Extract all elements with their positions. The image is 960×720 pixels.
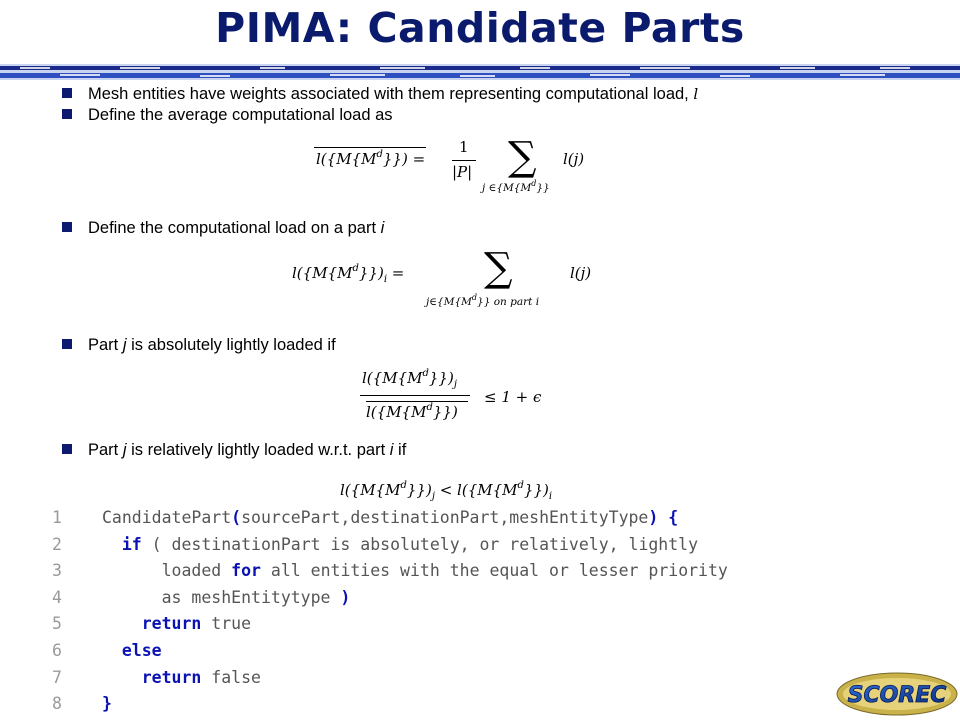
equation-relative-condition: $l(\{M\{M^d\}\})_j < l(\{M\{M^d\}\})_i$ [340, 480, 553, 502]
bullet-absolutely-lightly-loaded: Part j is absolutely lightly loaded if [62, 336, 336, 355]
code-listing [52, 505, 728, 718]
svg-text:SCOREC: SCOREC [847, 683, 947, 708]
slide-title: PIMA: Candidate Parts [215, 4, 745, 52]
bullet-average-load: Define the average computational load as [62, 106, 393, 125]
code-line: 6 else [52, 640, 162, 660]
code-line: 7 return false [52, 667, 261, 687]
bullet-mesh-weights: Mesh entities have weights associated with them representing computational load, l [62, 85, 698, 104]
code-line: 4 as meshEntitytype ) [52, 587, 351, 607]
scorec-logo [836, 672, 958, 716]
math-l: l [693, 85, 699, 103]
bullet-square-icon [62, 444, 72, 454]
bullet-square-icon [62, 88, 72, 98]
bullet-relatively-lightly-loaded: Part j is relatively lightly loaded w.r.t. part i if [62, 441, 406, 460]
code-line: 1 CandidatePart(sourcePart,destinationPart,meshEntityType) { [52, 508, 679, 527]
code-line: 3 loaded for all entities with the equal or lesser priority [52, 561, 728, 581]
code-line: 5 return true [52, 614, 252, 634]
bullet-square-icon [62, 222, 72, 232]
title-divider-band [0, 64, 960, 80]
bullet-square-icon [62, 109, 72, 119]
bullet-load-on-part: Define the computational load on a part i [62, 219, 384, 238]
code-line: 8 } [52, 694, 112, 714]
bullet-square-icon [62, 339, 72, 349]
code-line: 2 if ( destinationPart is absolutely, or relatively, lightly [52, 534, 699, 554]
